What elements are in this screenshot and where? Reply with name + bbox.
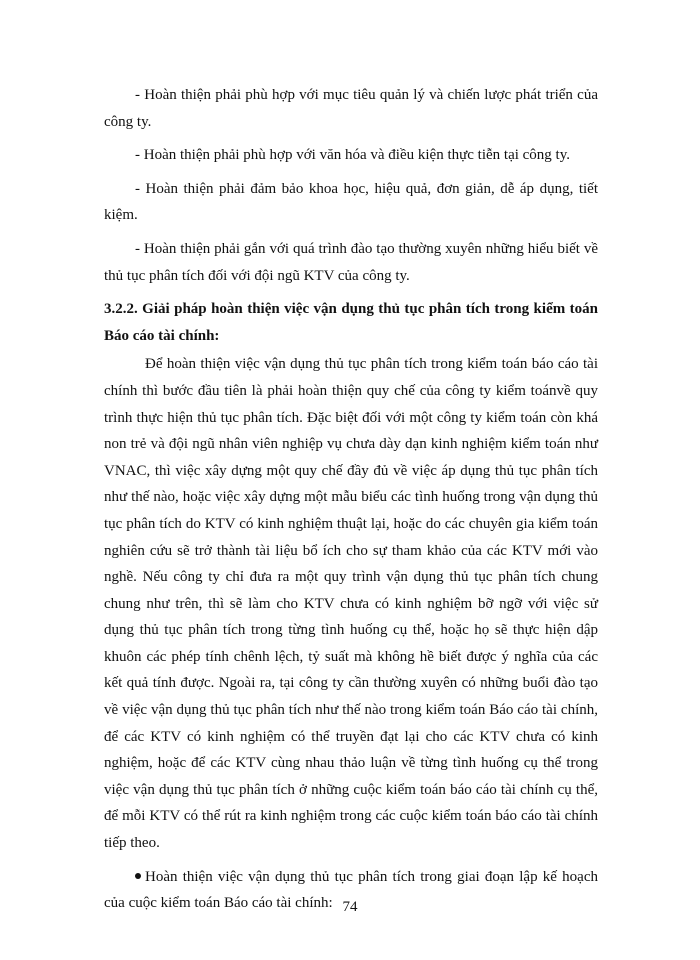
bullet-item-text: Hoàn thiện việc vận dụng thủ tục phân tích trong giai đoạn lập kế hoạch của cuộc kiểm toán Báo cáo tài chính:: [104, 868, 598, 912]
principle-paragraph-4: - Hoàn thiện phải gắn với quá trình đào tạo thường xuyên những hiểu biết về thủ tục phân tích đối với đội ngũ KTV của công ty.: [104, 240, 598, 284]
page-number: 74: [342, 899, 358, 915]
principle-paragraph-3: - Hoàn thiện phải đảm bảo khoa học, hiệu quả, đơn giản, dễ áp dụng, tiết kiệm.: [104, 180, 598, 224]
principle-paragraph-1: - Hoàn thiện phải phù hợp với mục tiêu quản lý và chiến lược phát triển của công ty.: [104, 87, 598, 130]
section-heading: 3.2.2. Giải pháp hoàn thiện việc vận dụng thủ tục phân tích trong kiểm toán Báo cáo tài chính:: [104, 301, 598, 344]
body-paragraph: Để hoàn thiện việc vận dụng thủ tục phân tích trong kiểm toán báo cáo tài chính thì bước đầu tiên là phải hoàn thiện quy chế của công ty kiểm toánvề quy trình thực hiện thủ tục phân tích. Đặc biệt đối với một công ty kiểm toán còn khá non trẻ và đội ngũ nhân viên nghiệp vụ chưa dày dạn kinh nghiệm kiểm toán như VNAC, thì việc xây dựng một quy chế đầy đủ về việc áp dụng thủ tục phân tích như thế nào, hoặc việc xây dựng một mẫu biểu các tình huống trong vận dụng thủ tục phân tích do KTV có kinh nghiệm thuật lại, hoặc do các chuyên gia kiểm toán nghiên cứu sẽ trở thành tài liệu bổ ích cho sự tham khảo của các KTV mới vào nghề. Nếu công ty chỉ đưa ra một quy trình vận dụng thủ tục phân tích chung chung như trên, thì sẽ làm cho KTV chưa có kinh nghiệm bỡ ngỡ với việc sử dụng thủ tục phân tích trong từng tình huống cụ thể, hoặc họ sẽ thực hiện dập khuôn các phép tính chênh lệch, tỷ suất mà không hề biết được ý nghĩa của các kết quả tính được. Ngoài ra, tại công ty cần thường xuyên có những buổi đào tạo về việc vận dụng thủ tục phân tích như thế nào trong kiểm toán Báo cáo tài chính, để các KTV có kinh nghiệm có thể truyền đạt lại cho các KTV chưa có kinh nghiệm, hoặc để các KTV cùng nhau thảo luận về từng tình huống cụ thể trong việc vận dụng thủ tục phân tích ở những cuộc kiểm toán báo cáo tài chính cụ thể, để mỗi KTV có thể rút ra kinh nghiệm trong các cuộc kiểm toán báo cáo tài chính tiếp theo.: [104, 356, 598, 852]
principle-paragraph-2: - Hoàn thiện phải phù hợp với văn hóa và điều kiện thực tiễn tại công ty.: [135, 147, 570, 164]
bullet-icon: [135, 873, 141, 879]
